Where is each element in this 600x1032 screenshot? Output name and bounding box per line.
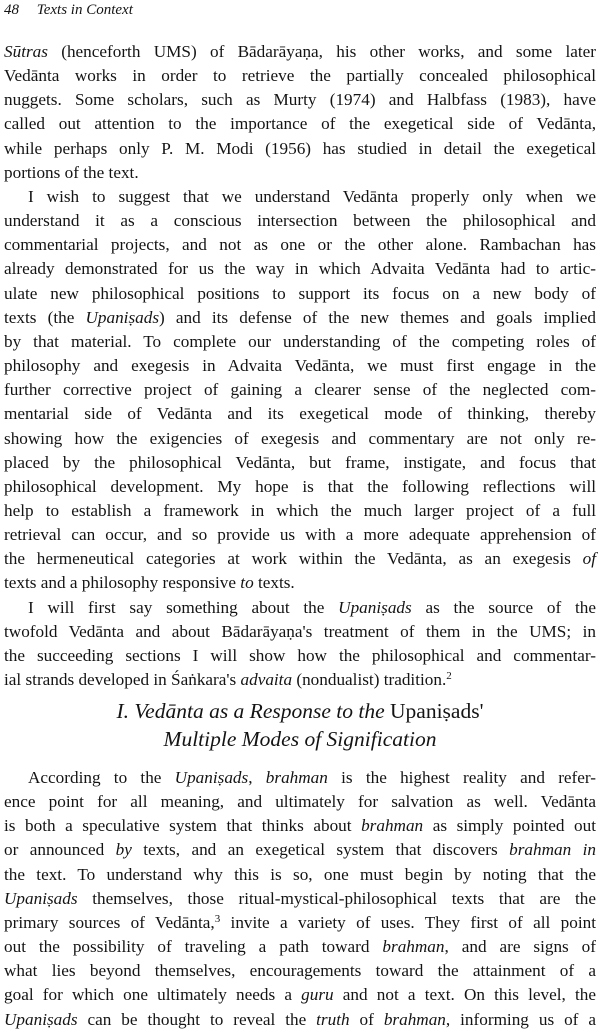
text-line: by that material. To complete our understanding of the competing roles of (4, 331, 596, 351)
text-line: the hermeneutical categories at work within the Vedānta, as an exegesis of (4, 549, 596, 569)
text-line: ence point for all meaning, and ultimately for salvation as well. Vedānta (4, 792, 596, 812)
text-line: twofold Vedānta and about Bādarāyaṇa's treatment of them in the UMS; in (4, 621, 596, 641)
running-title: Texts in Context (36, 2, 133, 18)
text-line: Upaniṣads themselves, those ritual-mystical-philosophical texts that are the (4, 888, 596, 908)
page-number: 48 (4, 2, 19, 18)
text-line: portions of the text. (4, 162, 139, 182)
text-line: nuggets. Some scholars, such as Murty (1974) and Halbfass (1983), have (4, 90, 596, 110)
text-line: the succeeding sections I will show how the philosophical and commentar- (4, 645, 596, 665)
text-line: showing how the exigencies of exegesis and commentary are not only re- (4, 428, 596, 448)
text-line: is both a speculative system that thinks about brahman as simply pointed out (4, 816, 596, 836)
text-line: I wish to suggest that we understand Vedānta properly only when we (28, 186, 596, 206)
text-line: or announced by texts, and an exegetical system that discovers brahman in (4, 840, 596, 860)
text-line: help to establish a framework in which the much larger project of a full (4, 500, 596, 520)
body-text-lower (4, 766, 596, 1032)
text-line: ulate new philosophical positions to support its focus on a new body of (4, 283, 596, 303)
text-line: placed by the philosophical Vedānta, but frame, instigate, and focus that (4, 452, 596, 472)
text-line: philosophical development. My hope is that the following reflections will (4, 476, 596, 496)
text-line: texts (the Upaniṣads) and its defense of the new themes and goals implied (4, 307, 596, 327)
text-line: philosophy and exegesis in Advaita Vedānta, we must first engage in the (4, 356, 596, 376)
body-text-upper (4, 40, 596, 692)
text-line: already demonstrated for us the way in which Advaita Vedānta had to artic- (4, 259, 596, 279)
text-line: retrieval can occur, and so provide us with a more adequate apprehension of (4, 525, 596, 545)
text-line: I will first say something about the Upaniṣads as the source of the (28, 597, 596, 617)
text-line: what lies beyond themselves, encouragements toward the attainment of a (4, 961, 596, 981)
text-line: understand it as a conscious intersection between the philosophical and (4, 211, 596, 231)
text-line: primary sources of Vedānta,$^3$ invite a variety of uses. They first of all point (4, 912, 596, 932)
text-line: while perhaps only P. M. Modi (1956) has studied in detail the exegetical (4, 138, 596, 158)
text-line: commentarial projects, and not as one or the other alone. Rambachan has (4, 235, 596, 255)
text-line: texts and a philosophy responsive to texts. (4, 573, 295, 593)
footnote-marker: 2 (446, 670, 452, 683)
text-line: mentarial side of Vedānta and its exegetical mode of thinking, thereby (4, 404, 596, 424)
text-line: Vedānta works in order to retrieve the partially concealed philosophical (4, 66, 596, 86)
text-line: According to the Upaniṣads, brahman is the highest reality and refer- (28, 768, 597, 787)
text-line: Upaniṣads can be thought to reveal the truth of brahman, informing us of a (4, 1009, 596, 1029)
text-line: the text. To understand why this is so, one must begin by noting that the (4, 864, 596, 884)
text-line: Sūtras (henceforth UMS) of Bādarāyaṇa, his other works, and some later (4, 42, 596, 61)
running-header (4, 0, 133, 20)
text-line: goal for which one ultimately needs a guru and not a text. On this level, the (4, 985, 597, 1005)
footnote-marker: 3 (214, 912, 221, 925)
text-line: called out attention to the importance of the exegetical side of Vedānta, (4, 114, 596, 134)
text-line: out the possibility of traveling a path toward brahman, and are signs of (4, 937, 596, 957)
section-heading: I. Vedānta as a Response to the Upaniṣads' Multiple Modes of Signification (116, 699, 484, 751)
text-line: ial strands developed in Śaṅkara's advaita (nondualist) tradition.$^2$ (4, 670, 452, 690)
text-line: further corrective project of gaining a clearer sense of the neglected com- (4, 380, 596, 400)
